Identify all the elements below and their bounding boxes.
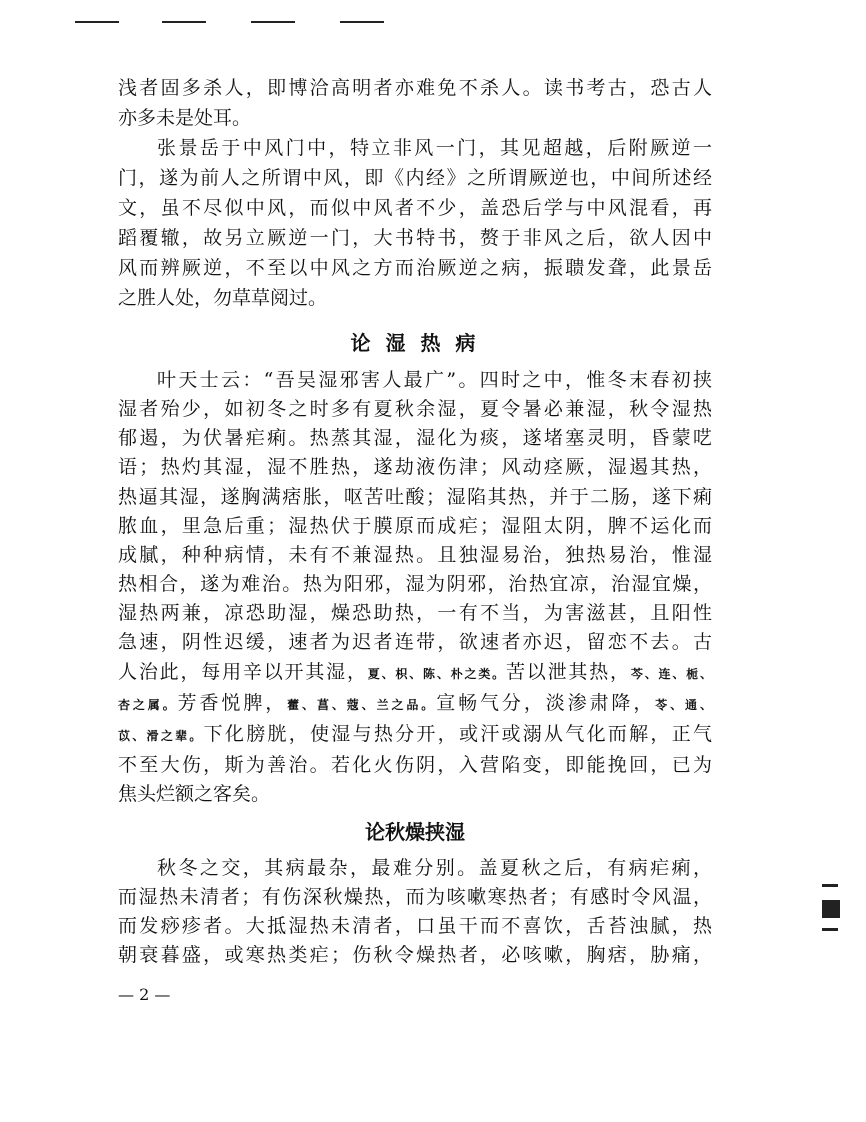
section-title-damp-heat: 论 湿 热 病 bbox=[350, 331, 480, 355]
text-line: 风而辨厥逆，不至以中风之方而治厥逆之病，振聩发聋，此景岳 bbox=[118, 257, 712, 279]
text-line: 语；热灼其湿，湿不胜热，遂劫液伤津；风动痉厥，湿遏其热， bbox=[118, 456, 712, 479]
inline-annotation: 芩、连、栀、 bbox=[630, 666, 712, 681]
text-line: 门，遂为前人之所谓中风，即《内经》之所谓厥逆也，中间所述经 bbox=[118, 167, 712, 189]
text-line: 不至大伤，斯为善治。若化火伤阴，入营陷变，即能挽回，已为 bbox=[118, 754, 712, 777]
text-line bbox=[118, 720, 712, 751]
text-line: 亦多未是处耳。 bbox=[118, 107, 252, 129]
text-line: 急速，阴性迟缓，速者为迟者连带，欲速者亦迟，留恋不去。古 bbox=[118, 631, 712, 654]
inline-annotation: 杏之属。 bbox=[118, 697, 178, 712]
text-segment: 芳香悦脾， bbox=[177, 691, 288, 714]
inline-annotation: 苓、通、 bbox=[655, 697, 712, 712]
text-segment: 下化膀胱，使湿与热分开，或汗或溺从气化而解，正气 bbox=[203, 722, 712, 745]
text-line: 焦头烂额之客矣。 bbox=[118, 783, 271, 806]
scan-edge-mark bbox=[822, 928, 838, 931]
text-segment: 宣畅气分，淡渗肃降， bbox=[436, 691, 656, 714]
text-line: 脓血，里急后重；湿热伏于膜原而成疟；湿阻太阴，脾不运化而 bbox=[118, 514, 712, 537]
inline-annotation: 藿、菖、蔻、兰之品。 bbox=[287, 697, 437, 712]
text-line: 成膩，种种病情，未有不兼湿热。且独湿易治，独热易治，惟湿 bbox=[118, 543, 712, 566]
text-line: 热逼其湿，遂胸满痞胀，呕苦吐酸；湿陷其热，并于二肠，遂下痢 bbox=[118, 485, 712, 508]
header-rule bbox=[75, 21, 119, 23]
text-block-2 bbox=[118, 366, 712, 809]
header-rule bbox=[340, 21, 384, 23]
text-line: 湿者殆少，如初冬之时多有夏秋余湿，夏令暑必兼湿，秋令湿热 bbox=[118, 398, 712, 421]
text-line bbox=[118, 658, 712, 689]
text-line: 热相合，遂为难治。热为阳邪，湿为阴邪，治热宜凉，治湿宜燥， bbox=[118, 573, 712, 596]
text-line: 张景岳于中风门中，特立非风一门，其见超越，后附厥逆一 bbox=[157, 137, 712, 159]
text-line: 湿热两兼，凉恐助湿，燥恐助热，一有不当，为害滋甚，且阳性 bbox=[118, 602, 712, 625]
text-line: 朝衰暮盛，或寒热类疟；伤秋令燥热者，必咳嗽，胸痞，胁痛， bbox=[118, 944, 712, 966]
paragraph bbox=[118, 73, 712, 133]
text-line: 而发痧疹者。大抵湿热未清者，口虽干而不喜饮，舌苔浊腻，热 bbox=[118, 915, 712, 937]
text-line: 秋冬之交，其病最杂，最难分别。盖夏秋之后，有病疟痢， bbox=[157, 857, 712, 879]
header-rule bbox=[162, 21, 206, 23]
text-line: 郁遏，为伏暑疟痢。热蒸其湿，湿化为痰，遂堵塞灵明，昏蒙呓 bbox=[118, 427, 712, 450]
text-line: 浅者固多杀人，即博洽高明者亦难免不杀人。读书考古，恐古人 bbox=[118, 77, 712, 99]
inline-annotation: 苡、滑之辈。 bbox=[118, 728, 204, 743]
text-block-1 bbox=[118, 73, 712, 313]
section-title-autumn-dryness: 论秋燥挟湿 bbox=[365, 820, 465, 844]
inline-annotation: 夏、枳、陈、朴之类。 bbox=[367, 666, 506, 681]
text-line: 而湿热未清者；有伤深秋燥热，而为咳嗽寒热者；有感时令风温， bbox=[118, 886, 712, 908]
text-block-3 bbox=[118, 854, 712, 970]
text-line: 叶天士云：“吾吴湿邪害人最广”。四时之中，惟冬末春初挟 bbox=[157, 369, 712, 391]
paragraph bbox=[118, 366, 712, 809]
page-number: — 2 — bbox=[118, 985, 171, 1004]
text-line: 之胜人处，勿草草阅过。 bbox=[118, 287, 328, 309]
header-rule bbox=[251, 21, 295, 23]
scan-edge-mark bbox=[822, 900, 840, 918]
paragraph bbox=[118, 854, 712, 970]
scan-edge-mark bbox=[822, 884, 838, 887]
paragraph bbox=[118, 133, 712, 313]
text-line: 文，虽不尽似中风，而似中风者不少，盖恐后学与中风混看，再 bbox=[118, 197, 712, 219]
text-line bbox=[118, 689, 712, 720]
text-segment: 苦以泄其热， bbox=[505, 660, 631, 683]
text-line: 蹈覆辙，故另立厥逆一门，大书特书，赘于非风之后，欲人因中 bbox=[118, 227, 712, 249]
text-segment: 人治此，每用辛以开其湿， bbox=[118, 660, 368, 683]
